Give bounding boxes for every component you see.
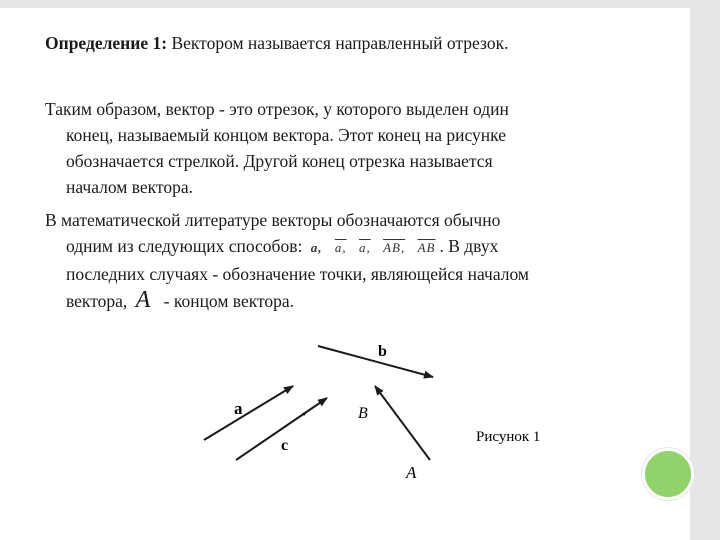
decorative-green-circle (642, 448, 694, 500)
notation-arrow-ab-text: $\overline{AB}$ (417, 240, 436, 255)
p2-line3: последних случаях - обозначение точки, являющейся началом (66, 264, 529, 284)
figure-caption: Рисунок 1 (476, 429, 541, 445)
notation-bar-ab-text: AB, (383, 240, 406, 255)
vector-ab-line (375, 386, 430, 460)
p1-line4: началом вектора. (66, 177, 194, 197)
point-dot (303, 413, 306, 416)
p2-line2-start: одним из следующих способов: (66, 236, 303, 256)
vector-b-line (318, 346, 433, 377)
notation-arrow-a-text: a, (358, 240, 371, 255)
p1-line3: обозначается стрелкой. Другой конец отрезка называется (66, 151, 493, 171)
vector-a-line (204, 386, 293, 440)
p2-line1: В математической литературе векторы обозначаются обычно (45, 210, 501, 230)
p2-line4-end: - концом вектора. (163, 291, 295, 311)
label-point-a: A (406, 463, 417, 482)
definition-text: Вектором называется направленный отрезок. (167, 33, 509, 53)
label-c: c (281, 437, 289, 454)
notation-bar-a-text: a, (334, 240, 347, 255)
notation-bold-a: a, (310, 240, 323, 255)
label-a: a (234, 399, 243, 418)
label-b: b (378, 343, 387, 360)
p1-line1: Таким образом, вектор - это отрезок, у которого выделен один (45, 99, 509, 119)
point-a-symbol: A (135, 287, 151, 313)
p2-line4-start: вектора, (66, 291, 128, 311)
definition-label: Определение 1: (45, 33, 168, 53)
p1-line2: конец, называемый концом вектора. Этот конец на рисунке (66, 125, 507, 145)
p2-line2-end: . В двух (439, 236, 499, 256)
label-point-b: B (358, 405, 368, 422)
